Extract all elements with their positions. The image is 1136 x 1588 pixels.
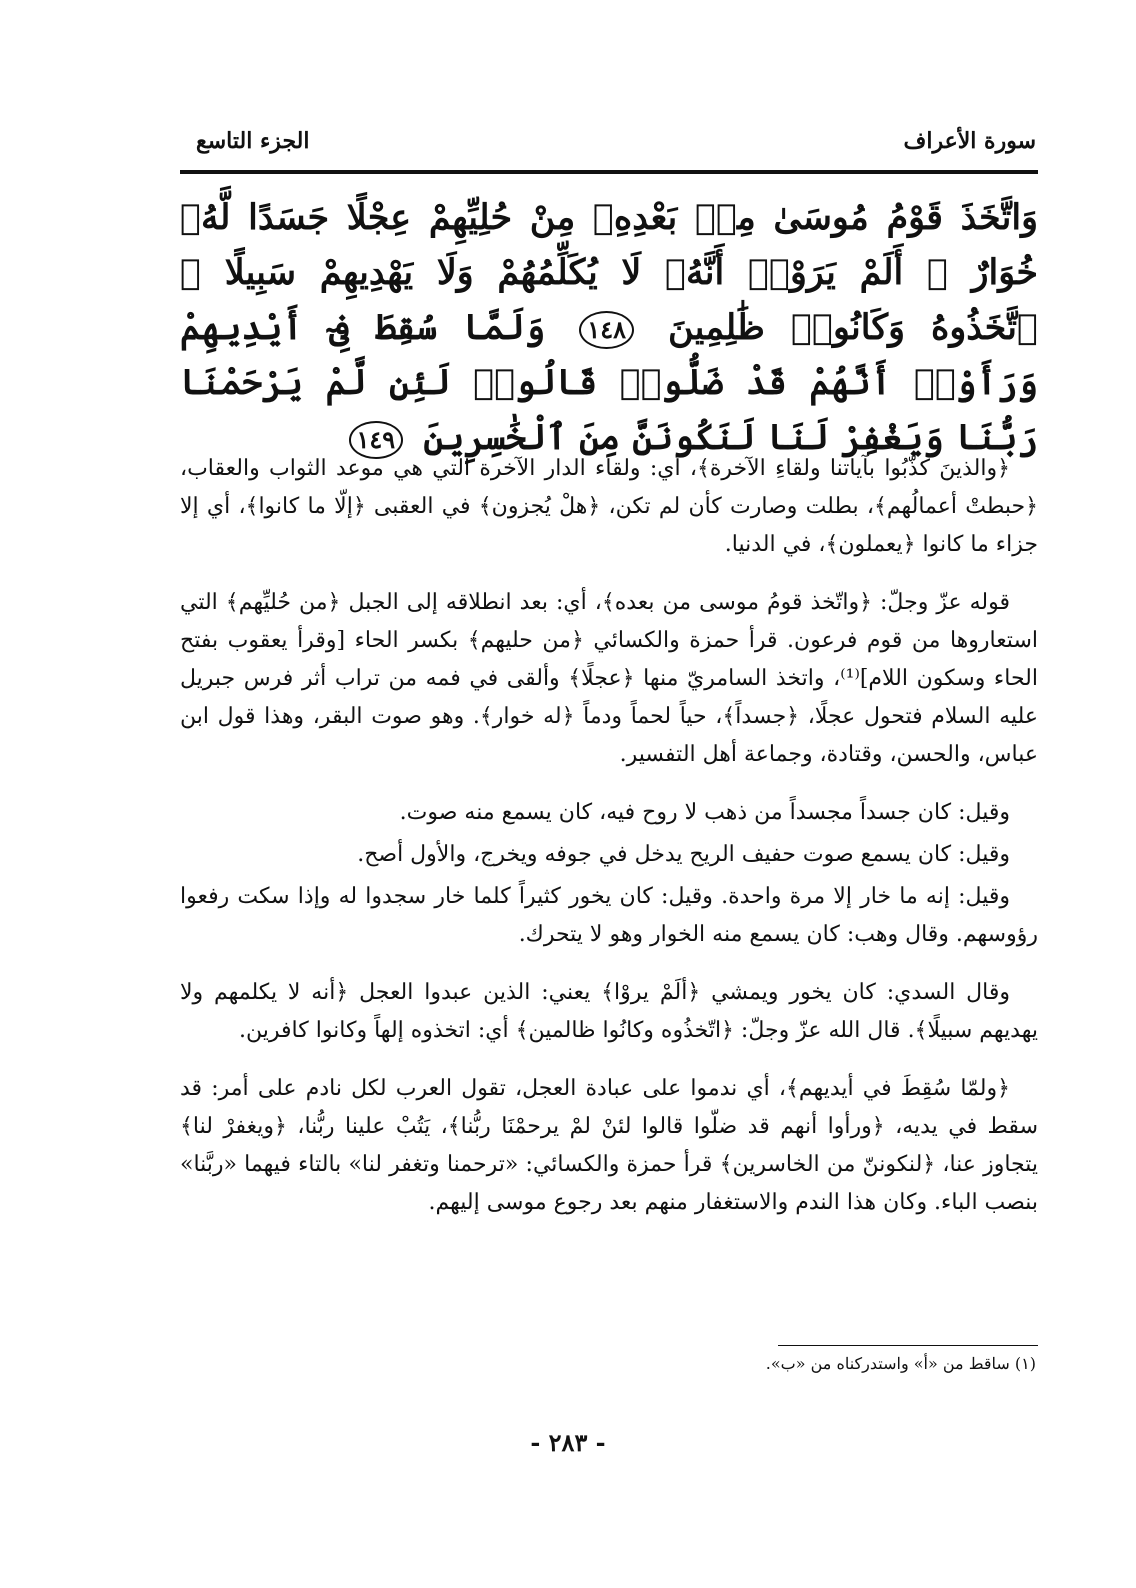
verse-number-149: ١٤٩ <box>349 421 404 459</box>
verse-number-148: ١٤٨ <box>579 311 634 349</box>
commentary <box>180 450 1038 1242</box>
commentary-paragraph-2: قوله عزّ وجلّ: ﴿واتّخذ قومُ موسى من بعده﴾، أي: بعد انطلاقه إلى الجبل ﴿من حُليِّهم﴾ التي استعاروها من قوم فرعون. قرأ حمزة والكسائي ﴿من حليهم﴾ بكسر الحاء [وقرأ يعقوب بفتح الحاء وسكون اللام]⁽¹⁾، واتخذ السامريّ منها ﴿عجلًا﴾ وألقى في فمه من تراب أثر فرس جبريل عليه السلام فتحول عجلًا، ﴿جسداً﴾، حياً لحماً ودماً ﴿له خوار﴾. وهو صوت البقر، وهذا قول ابن عباس، والحسن، وقتادة، وجماعة أهل التفسير. <box>180 590 1038 767</box>
verse-148-text: وَاتَّخَذَ قَوْمُ مُوسَىٰ مِنۢ بَعْدِهِۦ مِنْ حُلِيِّهِمْ عِجْلًا جَسَدًا لَّهُۥ خُوَارٌ ۚ أَلَمْ يَرَوْا۟ أَنَّهُۥ لَا يُكَلِّمُهُمْ وَلَا يَهْدِيهِمْ سَبِيلًا ۘ ٱتَّخَذُوهُ وَكَانُوا۟ ظَٰلِمِينَ <box>180 197 1038 348</box>
commentary-paragraph-3: وقيل: كان جسداً مجسداً من ذهب لا روح فيه، كان يسمع منه صوت. <box>399 800 1010 825</box>
juz-title: الجزء التاسع <box>196 128 310 154</box>
header-rule <box>180 170 1038 174</box>
surah-title: سورة الأعراف <box>903 128 1036 154</box>
page-number: - ٢٨٣ - <box>530 1428 606 1457</box>
footnote-rule <box>778 1345 1038 1346</box>
commentary-paragraph-5: وقيل: إنه ما خار إلا مرة واحدة. وقيل: كان يخور كثيراً كلما خار سجدوا له وإذا سكت رفعوا رؤوسهم. وقال وهب: كان يسمع منه الخوار وهو لا يتحرك. <box>180 884 1038 947</box>
verse-149-text: وَلَمَّا سُقِطَ فِىٓ أَيْدِيهِمْ وَرَأَوْا۟ أَنَّهُمْ قَدْ ضَلُّوا۟ قَالُوا۟ لَئِن لَّمْ يَرْحَمْنَا رَبُّنَا وَيَغْفِرْ لَنَا لَنَكُونَنَّ مِنَ ٱلْخَٰسِرِينَ <box>180 307 1038 458</box>
commentary-paragraph-6: وقال السدي: كان يخور ويمشي ﴿ألَمْ يروْا﴾ يعني: الذين عبدوا العجل ﴿أنه لا يكلمهم ولا يهديهم سبيلًا﴾. قال الله عزّ وجلّ: ﴿اتّخذُوه وكانُوا ظالمين﴾ أي: اتخذوه إلهاً وكانوا كافرين. <box>180 980 1038 1043</box>
commentary-paragraph-1: ﴿والذينَ كذّبُوا بآياتنا ولقاءِ الآخرة﴾، أي: ولقاء الدار الآخرة التي هي موعد الثواب والعقاب، ﴿حبطتْ أعمالُهم﴾، بطلت وصارت كأن لم تكن، ﴿هلْ يُجزون﴾ في العقبى ﴿إلّا ما كانوا﴾، أي إلا جزاء ما كانوا ﴿يعملون﴾، في الدنيا. <box>180 456 1038 557</box>
footnote: (١) ساقط من «أ» واستدركناه من «ب». <box>765 1354 1036 1373</box>
quran-verse-block <box>180 190 1038 465</box>
commentary-paragraph-7: ﴿ولمّا سُقِطَ في أيديهم﴾، أي ندموا على عبادة العجل، تقول العرب لكل نادم على أمر: قد سقط في يديه، ﴿ورأوا أنهم قد ضلّوا قالوا لئنْ لمْ يرحمْنَا ربُّنا﴾، يَتُبْ علينا ربُّنا، ﴿ويغفرْ لنا﴾ يتجاوز عنا، ﴿لنكوننّ من الخاسرين﴾ قرأ حمزة والكسائي: «ترحمنا وتغفر لنا» بالتاء فيهما «ربَّنا» بنصب الباء. وكان هذا الندم والاستغفار منهم بعد رجوع موسى إليهم. <box>180 1076 1038 1215</box>
commentary-paragraph-4: وقيل: كان يسمع صوت حفيف الريح يدخل في جوفه ويخرج، والأول أصح. <box>357 842 1010 867</box>
